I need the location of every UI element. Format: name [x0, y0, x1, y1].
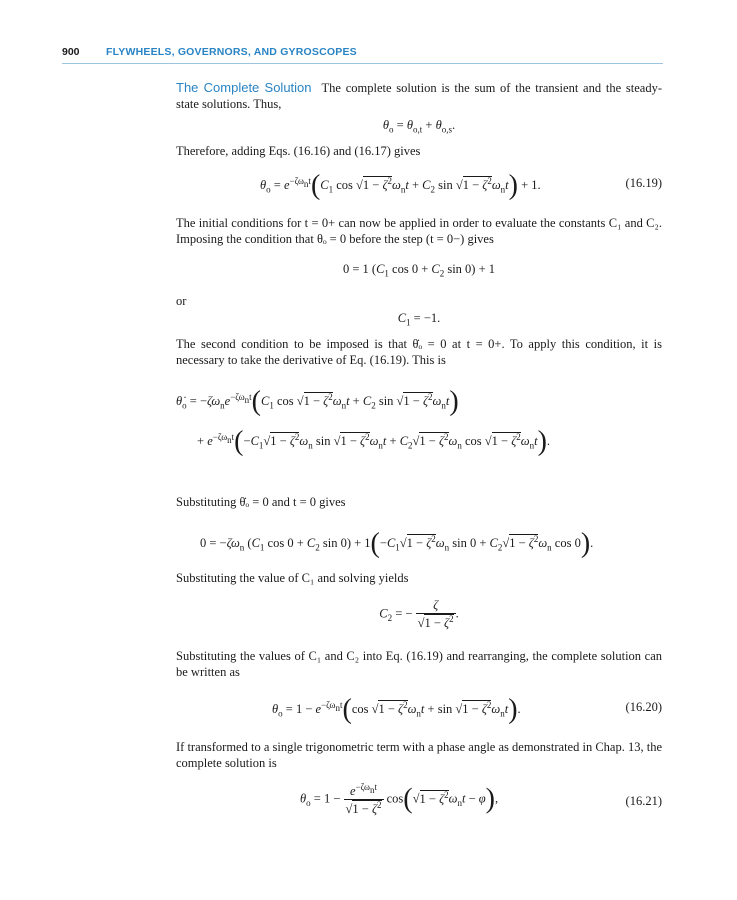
equation-c1-render: $C_1 = -1$.: [397, 311, 441, 328]
paragraph-solving: Substituting the value of C₁ and solving yields: [176, 571, 409, 585]
paragraph-intro: [176, 80, 662, 112]
equation-number: (16.21): [625, 794, 662, 808]
equation-derivative-line1-render: $\thetȧ_o = -\zeta\omega_ne^{-\zeta\omega_nt}(C_1$ $\cos √1 - \zeta^2\omega_nt + C_2$ $\sin √1 - \zeta^2\omega_nt$): [176, 386, 459, 418]
equation-initial: [176, 262, 662, 282]
equation-substituted-render: $0 = -\zeta\omega_n$ ($C_1$ $\cos 0 + C_2$ $\sin 0) + 1(-C_1√1 - \zeta^2\omega_n$ $\sin 0 + C_2√1 - \zeta^2\omega_n$ cos 0).: [200, 528, 594, 560]
equation-number: (16.19): [625, 176, 662, 190]
equation-number: (16.20): [625, 700, 662, 714]
paragraph-initial-conditions: The initial conditions for t = 0+ can now be applied in order to evaluate the constants C₁ and C₂. Imposing the condition that θₒ = 0 before the step (t = 0−) gives: [176, 216, 662, 246]
equation-derivative-line1: [176, 386, 662, 418]
equation-16-19-render: $\theta_o = e^{-\zeta\omega_nt}(C_1$ $\cos √1 - \zeta^2\omega_nt + C_2$ $\sin √1 - \zeta^2\omega_nt) + 1$.: [260, 170, 541, 202]
equation-c2: [176, 598, 662, 638]
paragraph-transformed: If transformed to a single trigonometric term with a phase angle as demonstrated in Chap. 13, the complete solution is: [176, 740, 662, 770]
header-rule: [62, 63, 663, 64]
or-label: or: [176, 294, 187, 308]
equation-substituted: [176, 528, 662, 560]
equation-16-20-render: $\theta_o = 1 - e^{-\zeta\omega_nt}(\cos$ $√1 - \zeta^2\omega_nt + \sin √1 - \zeta^2\omega_nt$).: [272, 694, 521, 726]
equation-initial-render: 0 = 1 ($C_1$ $\cos 0 + C_2$ sin 0) + 1: [342, 262, 496, 279]
equation-derivative-line2-render: + $e^{-\zeta\omega_nt}(-C_1√1 - \zeta^2\omega_n$ $\sin √1 - \zeta^2\omega_nt + C_2√1 - \zeta^2\omega_n$ $\cos √1 - \zeta^2\omega_nt$).: [197, 426, 551, 458]
paragraph-substituting: Substituting θ̇ₒ = 0 and t = 0 gives: [176, 495, 346, 509]
equation-c1: [176, 311, 662, 331]
paragraph-adding: Therefore, adding Eqs. (16.16) and (16.17) gives: [176, 144, 421, 158]
equation-16-19: [176, 170, 662, 202]
equation-sum: [176, 118, 662, 138]
equation-c2-render: $C_2$ = − $\frac{\zeta}{√1 - \zeta^2}$ .: [379, 598, 459, 631]
equation-16-21-render: $\theta_o = 1$ − $\frac{e^{-\zeta\omega_nt}}{√1 - \zeta^2}$ $\cos(√1 - \zeta^2\omega_nt - \varphi)$,: [300, 782, 499, 817]
equation-16-21: [176, 782, 662, 826]
paragraph-second-condition: The second condition to be imposed is that θ̇ₒ = 0 at t = 0+. To apply this condition, it is necessary to take the derivative of Eq. (16.19). This is: [176, 337, 662, 367]
equation-16-20: [176, 694, 662, 726]
chapter-title: FLYWHEELS, GOVERNORS, AND GYROSCOPES: [106, 46, 357, 58]
paragraph-text: The complete solution is the sum of the transient and the steady-state solutions. Thus,: [176, 81, 662, 111]
paragraph-rearranging: Substituting the values of C₁ and C₂ into Eq. (16.19) and rearranging, the complete solution can be written as: [176, 649, 662, 679]
section-heading: The Complete Solution: [176, 80, 312, 95]
equation-sum-render: $\theta_o = \theta_{o,t} + \theta_{o,s}$.: [382, 118, 456, 135]
page-number: 900: [62, 46, 80, 58]
equation-derivative-line2: [176, 426, 662, 458]
